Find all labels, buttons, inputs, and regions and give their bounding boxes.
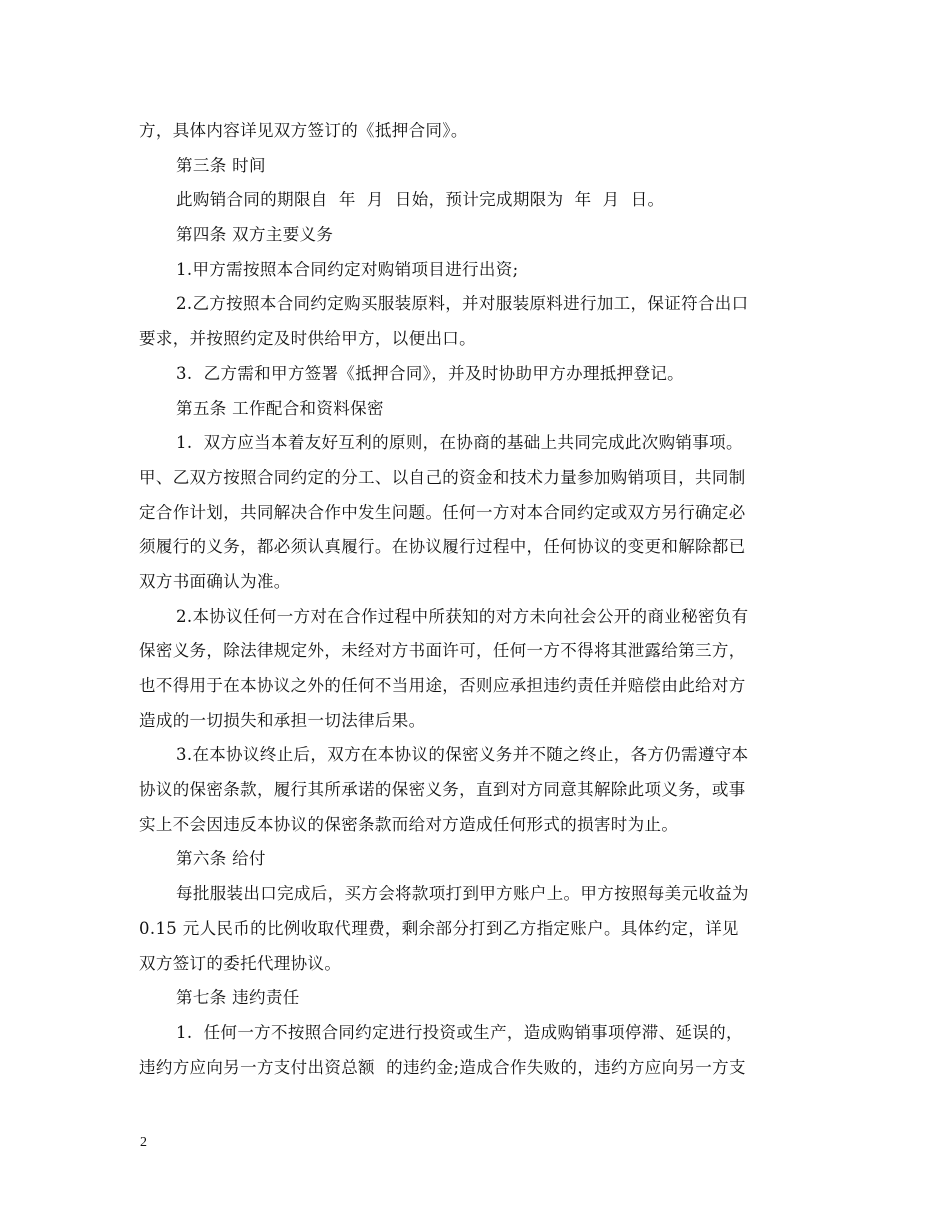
text-line: 第三条 时间 <box>176 155 266 175</box>
text-line: 3. 乙方需和甲方签署《抵押合同》，并及时协助甲方办理抵押登记。 <box>176 363 685 383</box>
text-line: 定合作计划，共同解决合作中发生问题。任何一方对本合同约定或双方另行确定必 <box>139 502 746 522</box>
text-line: 1. 任何一方不按照合同约定进行投资或生产，造成购销事项停滞、延误的， <box>176 1022 743 1042</box>
text-line: 实上不会因违反本协议的保密条款而给对方造成任何形式的损害时为止。 <box>139 814 679 834</box>
document-body <box>139 114 819 1085</box>
text-line: 造成的一切损失和承担一切法律后果。 <box>139 710 426 730</box>
text-line: 2.本协议任何一方对在合作过程中所获知的对方未向社会公开的商业秘密负有 <box>176 606 749 626</box>
text-line: 甲、乙双方按照合同约定的分工、以自己的资金和技术力量参加购销项目，共同制 <box>139 467 746 487</box>
text-line: 违约方应向另一方支付出资总额 的违约金;造成合作失败的，违约方应向另一方支 <box>139 1057 746 1077</box>
text-line: 双方签订的委托代理协议。 <box>139 953 342 973</box>
text-line: 每批服装出口完成后，买方会将款项打到甲方账户上。甲方按照每美元收益为 <box>176 884 749 904</box>
text-line: 3.在本协议终止后，双方在本协议的保密义务并不随之终止，各方仍需遵守本 <box>176 745 749 765</box>
text-line: 第七条 违约责任 <box>176 988 300 1008</box>
text-line: 协议的保密条款，履行其所承诺的保密义务，直到对方同意其解除此项义务，或事 <box>139 780 746 800</box>
text-line: 2.乙方按照本合同约定购买服装原料，并对服装原料进行加工，保证符合出口 <box>176 294 749 314</box>
text-line: 要求，并按照约定及时供给甲方，以便出口。 <box>139 329 476 349</box>
text-line: 双方书面确认为准。 <box>139 571 291 591</box>
text-line: 此购销合同的期限自 年 月 日始，预计完成期限为 年 月 日。 <box>176 190 665 210</box>
text-line: 第六条 给付 <box>176 849 266 869</box>
text-line: 也不得用于在本协议之外的任何不当用途，否则应承担违约责任并赔偿由此给对方 <box>139 676 746 695</box>
text-line: 第五条 工作配合和资料保密 <box>176 398 384 418</box>
text-line: 保密义务，除法律规定外，未经对方书面许可，任何一方不得将其泄露给第三方， <box>139 641 746 661</box>
page-number: 2 <box>140 1135 147 1150</box>
text-line: 方，具体内容详见双方签订的《抵押合同》。 <box>139 121 468 140</box>
text-line: 第四条 双方主要义务 <box>176 225 334 245</box>
text-line: 1.甲方需按照本合同约定对购销项目进行出资; <box>176 259 519 279</box>
text-line: 0.15 元人民币的比例收取代理费，剩余部分打到乙方指定账户。具体约定，详见 <box>139 918 739 938</box>
text-line: 须履行的义务，都必须认真履行。在协议履行过程中，任何协议的变更和解除都已 <box>139 537 746 557</box>
text-line: 1. 双方应当本着友好互利的原则，在协商的基础上共同完成此次购销事项。 <box>176 433 743 453</box>
